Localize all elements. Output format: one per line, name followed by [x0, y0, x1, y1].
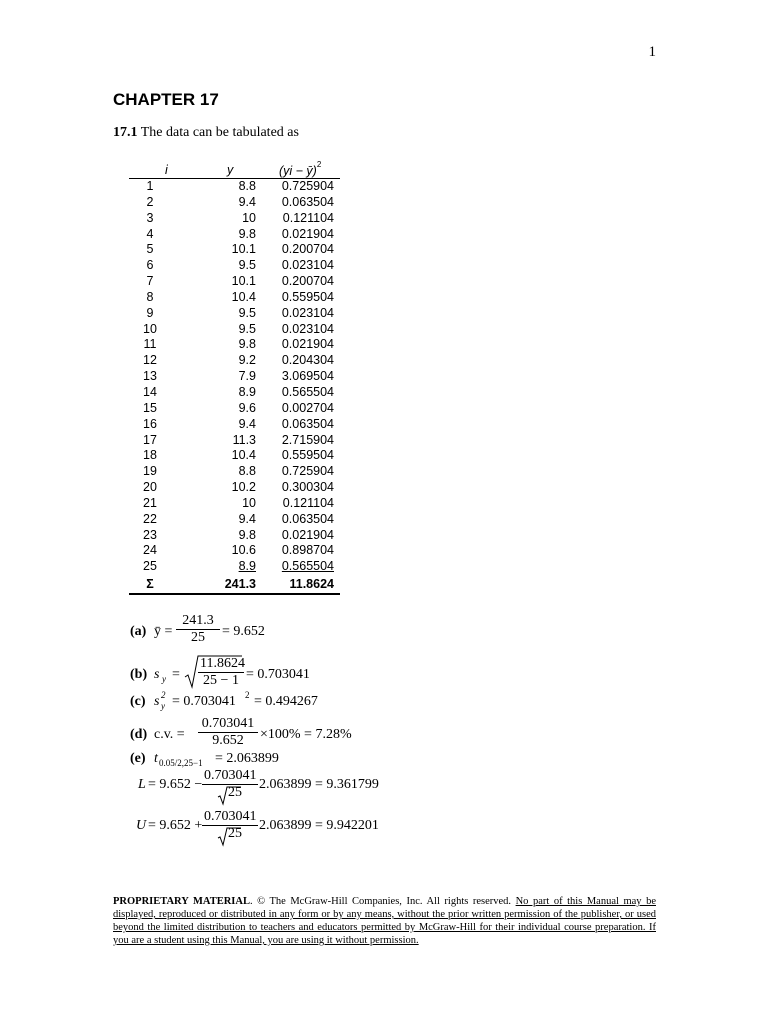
cell-deviation: 0.121104 — [282, 210, 334, 225]
cell-y: 10.6 — [231, 543, 256, 558]
cell-y: 10.1 — [231, 274, 256, 289]
cell-i: 14 — [143, 384, 157, 399]
table-row — [129, 258, 340, 274]
cell-y: 8.9 — [238, 559, 256, 574]
table-row — [129, 211, 340, 227]
cell-deviation: 0.565504 — [281, 559, 334, 574]
formula-upper-denominator: 25 — [228, 826, 242, 841]
cell-deviation: 3.069504 — [281, 369, 334, 384]
table-row — [129, 337, 340, 353]
formula-c-sub: y — [161, 701, 165, 711]
cell-deviation: 0.204304 — [281, 353, 334, 368]
formula-lower-eq: = 9.652 − — [148, 777, 203, 792]
cell-i: 23 — [143, 527, 157, 542]
problem-text: The data can be tabulated as — [140, 125, 299, 140]
cell-deviation: 0.559504 — [281, 289, 334, 304]
cell-i: 13 — [143, 369, 157, 384]
cell-deviation: 0.023104 — [281, 258, 334, 273]
table-row — [129, 179, 340, 195]
problem-number: 17.1 — [113, 125, 138, 140]
cell-i: 22 — [143, 511, 157, 526]
formula-lower-numerator: 0.703041 — [204, 768, 257, 783]
formula-d-lhs: c.v. = — [154, 727, 185, 742]
data-table — [129, 156, 340, 595]
cell-deviation: 0.725904 — [281, 464, 334, 479]
cell-deviation: 0.063504 — [281, 416, 334, 431]
cell-i: 7 — [146, 274, 154, 289]
cell-i: 11 — [143, 337, 157, 352]
cell-i: 17 — [143, 432, 157, 447]
table-row — [129, 290, 340, 306]
cell-y: 9.8 — [238, 226, 256, 241]
cell-i: 19 — [143, 464, 157, 479]
formula-upper-result: 2.063899 = 9.942201 — [259, 818, 379, 833]
formula-b-numerator: 11.8624 — [200, 656, 245, 671]
table-row — [129, 464, 340, 480]
table-row — [129, 401, 340, 417]
table-row — [129, 543, 340, 559]
formula-c — [130, 690, 430, 714]
cell-i: 3 — [146, 210, 154, 225]
sqrt-sign — [217, 786, 243, 806]
cell-deviation: 0.023104 — [281, 305, 334, 320]
table-row — [129, 448, 340, 464]
formula-a-lhs: ȳ = — [154, 624, 173, 639]
header-i: i — [165, 163, 168, 177]
formula-b-result: = 0.703041 — [246, 667, 310, 682]
table-row — [129, 512, 340, 528]
cell-y: 10.4 — [231, 289, 256, 304]
cell-y: 9.8 — [238, 527, 256, 542]
cell-i: 12 — [143, 353, 157, 368]
formula-d-result: ×100% = 7.28% — [260, 727, 352, 742]
cell-y: 9.6 — [238, 400, 256, 415]
footer-underlined: No part of this Manual may be displayed, reproduced or distributed in any form or by any means, without the prior written permission of the publisher, or used beyond the limited distribution to teachers and educators permitted by McGraw-Hill for their individual course preparation. If you are a student using this Manual, you are using it without permission. — [113, 896, 656, 946]
formula-c-sup: 2 — [161, 690, 166, 700]
cell-y: 9.2 — [238, 353, 256, 368]
table-body — [129, 179, 340, 575]
table-row — [129, 227, 340, 243]
sum-y: 241.3 — [224, 577, 256, 592]
cell-deviation: 0.200704 — [281, 274, 334, 289]
formula-c-s: s — [154, 694, 160, 709]
table-row — [129, 480, 340, 496]
cell-i: 20 — [143, 480, 157, 495]
cell-deviation: 0.002704 — [281, 400, 334, 415]
cell-i: 18 — [143, 448, 157, 463]
sum-deviation: 11.8624 — [289, 577, 334, 592]
cell-i: 5 — [146, 242, 154, 257]
cell-y: 7.9 — [238, 369, 256, 384]
cell-deviation: 2.715904 — [281, 432, 334, 447]
cell-y: 9.4 — [238, 511, 256, 526]
sum-row — [129, 575, 340, 595]
problem-intro — [113, 125, 299, 141]
cell-deviation: 0.725904 — [281, 179, 334, 193]
cell-i: 9 — [146, 305, 154, 320]
cell-y: 9.5 — [238, 258, 256, 273]
formula-e-result: = 2.063899 — [215, 751, 279, 766]
formula-d-fraction — [198, 716, 258, 749]
cell-y: 10 — [242, 210, 256, 225]
cell-i: 21 — [143, 495, 157, 510]
cell-deviation: 0.300304 — [281, 480, 334, 495]
formula-upper — [136, 809, 436, 849]
cell-y: 11.3 — [232, 432, 256, 447]
cell-deviation: 0.021904 — [281, 337, 334, 352]
header-deviation: (yi − ȳ)$^2$ — [279, 160, 322, 179]
formula-a-fraction — [176, 613, 220, 646]
formula-upper-eq: = 9.652 + — [148, 818, 203, 833]
cell-i: 1 — [146, 179, 154, 193]
formula-b-eq: = — [172, 667, 180, 682]
formula-e-tsub: 0.05/2,25−1 — [159, 758, 203, 768]
formula-a-numerator: 241.3 — [176, 613, 220, 630]
cell-deviation: 0.023104 — [281, 321, 334, 336]
cell-deviation: 0.021904 — [281, 226, 334, 241]
formula-d-denominator: 9.652 — [212, 733, 244, 748]
cell-y: 9.4 — [238, 194, 256, 209]
cell-y: 9.5 — [238, 305, 256, 320]
cell-y: 9.5 — [238, 321, 256, 336]
formula-d-numerator: 0.703041 — [198, 716, 258, 733]
formula-b-s: s — [154, 667, 160, 682]
table-row — [129, 417, 340, 433]
formula-c-label: (c) — [130, 694, 146, 709]
cell-i: 4 — [146, 226, 154, 241]
cell-i: 25 — [143, 559, 157, 574]
formula-b — [130, 655, 430, 691]
cell-i: 10 — [143, 321, 157, 336]
formula-a-denominator: 25 — [191, 630, 205, 645]
table-row — [129, 528, 340, 544]
cell-y: 10.4 — [231, 448, 256, 463]
formula-b-sub: y — [162, 674, 166, 684]
table-row — [129, 242, 340, 258]
header-y: y — [227, 163, 234, 177]
cell-y: 8.8 — [238, 179, 256, 193]
cell-i: 24 — [143, 543, 157, 558]
cell-deviation: 0.565504 — [281, 384, 334, 399]
sum-symbol: Σ — [146, 577, 154, 592]
cell-i: 2 — [146, 194, 154, 209]
cell-i: 16 — [143, 416, 157, 431]
formula-e-label: (e) — [130, 751, 146, 766]
table-row — [129, 433, 340, 449]
formula-c-exp: 2 — [245, 690, 250, 700]
formula-lower-lhs: L — [138, 777, 146, 792]
footer-plain: . © The McGraw-Hill Companies, Inc. All rights reserved. — [249, 896, 516, 907]
cell-deviation: 0.063504 — [281, 511, 334, 526]
cell-deviation: 0.559504 — [281, 448, 334, 463]
formula-upper-lhs: U — [136, 818, 147, 833]
formula-lower-result: 2.063899 = 9.361799 — [259, 777, 379, 792]
cell-y: 9.4 — [238, 416, 256, 431]
formula-a-label: (a) — [130, 624, 147, 639]
cell-deviation: 0.063504 — [281, 194, 334, 209]
footer-bold: PROPRIETARY MATERIAL — [113, 896, 250, 907]
formula-e-t: t — [154, 751, 158, 766]
cell-y: 8.9 — [238, 384, 256, 399]
table-row — [129, 195, 340, 211]
formula-upper-numerator: 0.703041 — [204, 809, 257, 824]
table-row — [129, 385, 340, 401]
formula-b-fraction — [198, 656, 244, 689]
table-row — [129, 559, 340, 575]
cell-deviation: 0.200704 — [281, 242, 334, 257]
page-number: 1 — [648, 44, 656, 60]
table-row — [129, 496, 340, 512]
cell-y: 8.8 — [238, 464, 256, 479]
table-row — [129, 274, 340, 290]
cell-deviation: 0.898704 — [281, 543, 334, 558]
formula-b-label: (b) — [130, 667, 148, 682]
formula-a-result: = 9.652 — [222, 624, 265, 639]
formula-c-result: = 0.494267 — [254, 694, 318, 709]
formula-b-denominator: 25 − 1 — [203, 673, 239, 688]
sqrt-sign — [217, 827, 243, 847]
formula-c-mid: = 0.703041 — [172, 694, 236, 709]
formula-lower-denominator: 25 — [228, 785, 242, 800]
cell-deviation: 0.021904 — [281, 527, 334, 542]
cell-deviation: 0.121104 — [282, 495, 334, 510]
formula-d — [130, 715, 430, 751]
cell-y: 10.2 — [231, 480, 256, 495]
table-row — [129, 306, 340, 322]
table-row — [129, 353, 340, 369]
cell-y: 10.1 — [231, 242, 256, 257]
formula-a — [130, 613, 430, 649]
formula-lower — [138, 768, 438, 808]
cell-i: 15 — [143, 400, 157, 415]
table-row — [129, 369, 340, 385]
copyright-footer — [113, 895, 656, 947]
cell-i: 8 — [146, 289, 154, 304]
table-row — [129, 322, 340, 338]
cell-i: 6 — [146, 258, 154, 273]
cell-y: 9.8 — [238, 337, 256, 352]
cell-y: 10 — [242, 495, 256, 510]
table-header — [129, 156, 340, 179]
formula-d-label: (d) — [130, 727, 148, 742]
chapter-title: CHAPTER 17 — [113, 90, 219, 109]
